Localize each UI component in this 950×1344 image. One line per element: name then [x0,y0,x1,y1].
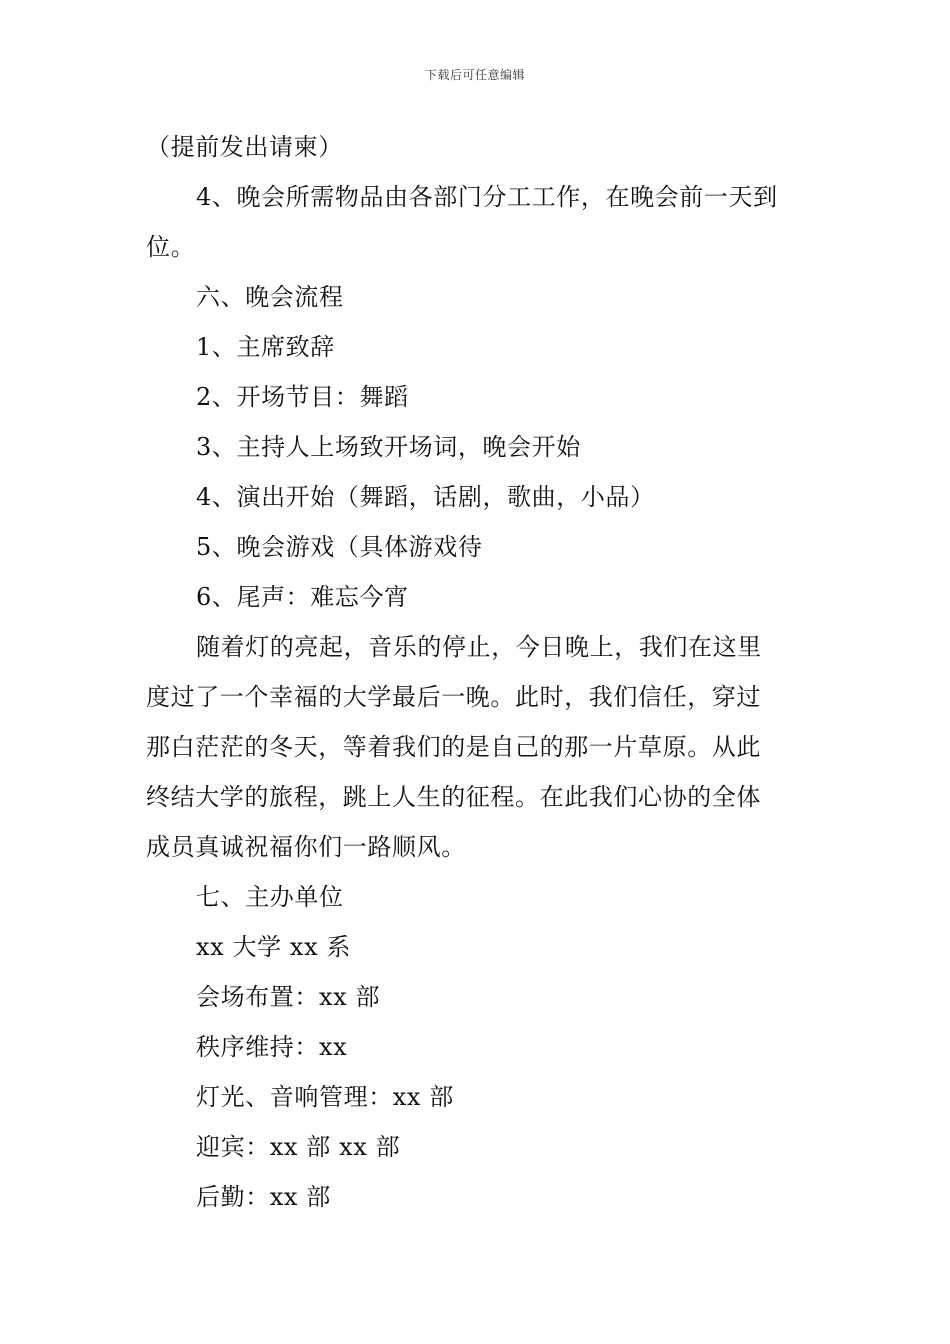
body-line: 那白茫茫的冬天，等着我们的是自己的那一片草原。从此 [146,733,761,761]
body-line: 成员真诚祝福你们一路顺风。 [146,833,466,861]
list-item: 1、主席致辞 [196,333,335,361]
section-heading: 七、主办单位 [196,883,344,911]
page-header-note: 下载后可任意编辑 [424,68,525,82]
list-item: 4、演出开始（舞蹈，话剧，歌曲，小品） [196,483,655,511]
list-item: 3、主持人上场致开场词，晚会开始 [196,433,581,461]
body-line: 位。 [146,233,196,261]
organizer-line: 灯光、音响管理：xx 部 [196,1083,454,1111]
body-line: 4、晚会所需物品由各部门分工工作，在晚会前一天到 [196,183,778,211]
document-body [146,122,806,1222]
organizer-line: xx 大学 xx 系 [196,933,352,961]
organizer-line: 会场布置：xx 部 [196,983,381,1011]
body-line: 终结大学的旅程，跳上人生的征程。在此我们心协的全体 [146,783,761,811]
section-heading: 六、晚会流程 [196,283,344,311]
organizer-line: 后勤：xx 部 [196,1183,331,1211]
list-item: 6、尾声：难忘今宵 [196,583,409,611]
body-line: 随着灯的亮起，音乐的停止，今日晚上，我们在这里 [196,633,762,661]
body-line: （提前发出请柬） [146,133,343,161]
organizer-line: 秩序维持：xx [196,1033,348,1061]
list-item: 2、开场节目：舞蹈 [196,383,409,411]
list-item: 5、晚会游戏（具体游戏待 [196,533,483,561]
body-line: 度过了一个幸福的大学最后一晚。此时，我们信任，穿过 [146,683,761,711]
organizer-line: 迎宾：xx 部 xx 部 [196,1133,401,1161]
